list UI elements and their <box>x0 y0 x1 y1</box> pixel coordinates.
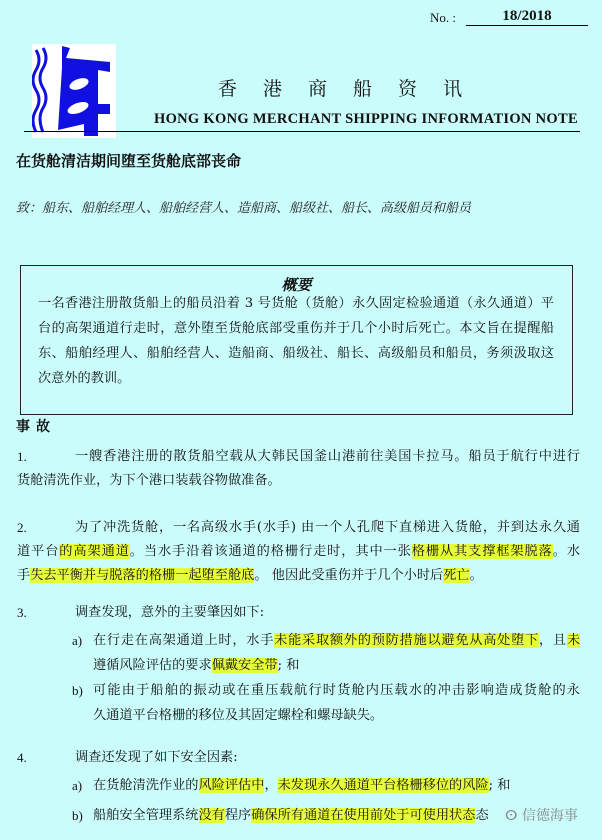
text-segment: 。 <box>469 568 483 583</box>
text-segment: 。当水手沿着该通道的格栅行走时，其中一张 <box>129 544 412 559</box>
text-line <box>93 778 510 794</box>
highlighted-text: 死亡 <box>443 568 470 583</box>
text-segment: 次意外的教训。 <box>38 371 131 386</box>
text-segment: 程序 <box>224 808 252 823</box>
text-segment: 。 他因此受重伤并于几个小时后 <box>254 568 444 583</box>
text-line <box>75 520 580 536</box>
text-line <box>17 473 281 489</box>
text-line <box>38 296 554 312</box>
document-title: 在货舱清洁期间堕至货舱底部丧命 <box>16 152 242 170</box>
note-number-label: No. : <box>430 10 456 25</box>
highlighted-text: 没有 <box>198 808 225 823</box>
highlighted-text: 风险评估中 <box>198 778 265 793</box>
text-line <box>93 658 299 674</box>
item-number: 3. <box>17 605 27 620</box>
text-segment: 久通道平台格栅的移位及其固定螺栓和螺母缺失。 <box>93 708 384 723</box>
text-segment: 一名香港注册散货船上的船员沿着 3 号货舱（货舱）永久固定检验通道（永久通道）平 <box>38 296 554 311</box>
text-segment: 。水 <box>552 544 581 559</box>
text-segment: ; 和 <box>277 658 300 673</box>
item-number: 1. <box>17 449 27 464</box>
item-number: b) <box>72 683 83 698</box>
summary-box <box>20 265 573 415</box>
text-segment: 态 <box>475 808 489 823</box>
text-segment: 遵循风险评估的要求 <box>93 658 212 673</box>
text-line <box>38 321 554 337</box>
highlighted-text: 确保所有通道在使用前处于可使用状态 <box>251 808 476 823</box>
highlighted-text: 的高架通道 <box>59 544 130 559</box>
text-line <box>75 449 580 465</box>
highlighted-text: 失去平衡并与脱落的格栅一起堕至舱底 <box>30 568 255 583</box>
text-line <box>38 371 130 387</box>
text-segment: ，且 <box>538 633 567 648</box>
summary-title: 概要 <box>281 276 312 294</box>
text-segment: 货舱清洗作业，为下个港口装载谷物做准备。 <box>17 473 281 488</box>
text-segment: 可能由于船舶的振动或在重压载航行时货舱内压载水的冲击影响造成货舱的永 <box>93 683 580 698</box>
chat-bubble-icon: ⵙ <box>505 808 522 824</box>
watermark-text: 信德海事 <box>521 808 578 824</box>
text-line <box>93 808 489 824</box>
item-number: a) <box>72 633 83 648</box>
marine-department-logo <box>32 44 116 138</box>
item-number: a) <box>72 778 83 793</box>
text-segment: 手 <box>17 568 31 583</box>
text-segment: 调查发现，意外的主要肇因如下: <box>75 605 265 620</box>
text-line <box>93 683 580 699</box>
publication-title-english: HONG KONG MERCHANT SHIPPING INFORMATION NOTE <box>154 111 578 127</box>
addressees: 致：船东、船舶经理人、船舶经营人、造船商、船级社、船长、高级船员和船员 <box>16 201 472 216</box>
item-number: 4. <box>17 750 27 765</box>
text-segment: 东、船舶经理人、船舶经营人、造船商、船级社、船长、高级船员和船员，务须汲取这 <box>38 346 554 361</box>
note-number: 18/2018 <box>466 8 588 26</box>
text-segment: 为了冲洗货舱，一名高级水手(水手) 由一个人孔爬下直梯进入货舱，并到达永久通 <box>75 520 580 535</box>
text-segment: 台的高架通道行走时，意外堕至货舱底部受重伤并于几个小时后死亡。本文旨在提醒船 <box>38 321 554 336</box>
highlighted-text: 未 <box>566 633 581 648</box>
text-segment: 一艘香港注册的散货船空载从大韩民国釜山港前往美国卡拉马。船员于航行中进行 <box>75 449 580 464</box>
section-title: 事故 <box>16 419 56 435</box>
text-segment: 在行走在高架通道上时，水手 <box>93 633 275 648</box>
text-segment: ， <box>264 778 278 793</box>
publication-title-chinese: 香港商船资讯 <box>218 78 489 100</box>
highlighted-text: 佩戴安全带 <box>211 658 278 673</box>
text-line <box>17 568 483 584</box>
text-line <box>75 750 238 766</box>
text-line <box>38 346 554 362</box>
text-segment: 船舶安全管理系统 <box>93 808 199 823</box>
text-segment: 调查还发现了如下安全因素: <box>75 750 238 765</box>
text-segment: 在货舱清洗作业的 <box>93 778 199 793</box>
text-segment: 道平台 <box>17 544 60 559</box>
text-line <box>17 544 580 560</box>
item-number: 2. <box>17 520 27 535</box>
highlighted-text: 未能采取额外的预防措施以避免从高处堕下 <box>274 633 539 648</box>
watermark <box>505 805 578 825</box>
text-line <box>93 633 580 649</box>
item-number: b) <box>72 808 83 823</box>
header-divider <box>24 131 580 132</box>
text-line <box>93 708 383 724</box>
highlighted-text: 格栅从其支撑框架脱落 <box>411 544 553 559</box>
text-line <box>75 605 264 621</box>
text-segment: ; 和 <box>488 778 511 793</box>
highlighted-text: 未发现永久通道平台格栅移位的风险 <box>277 778 489 793</box>
